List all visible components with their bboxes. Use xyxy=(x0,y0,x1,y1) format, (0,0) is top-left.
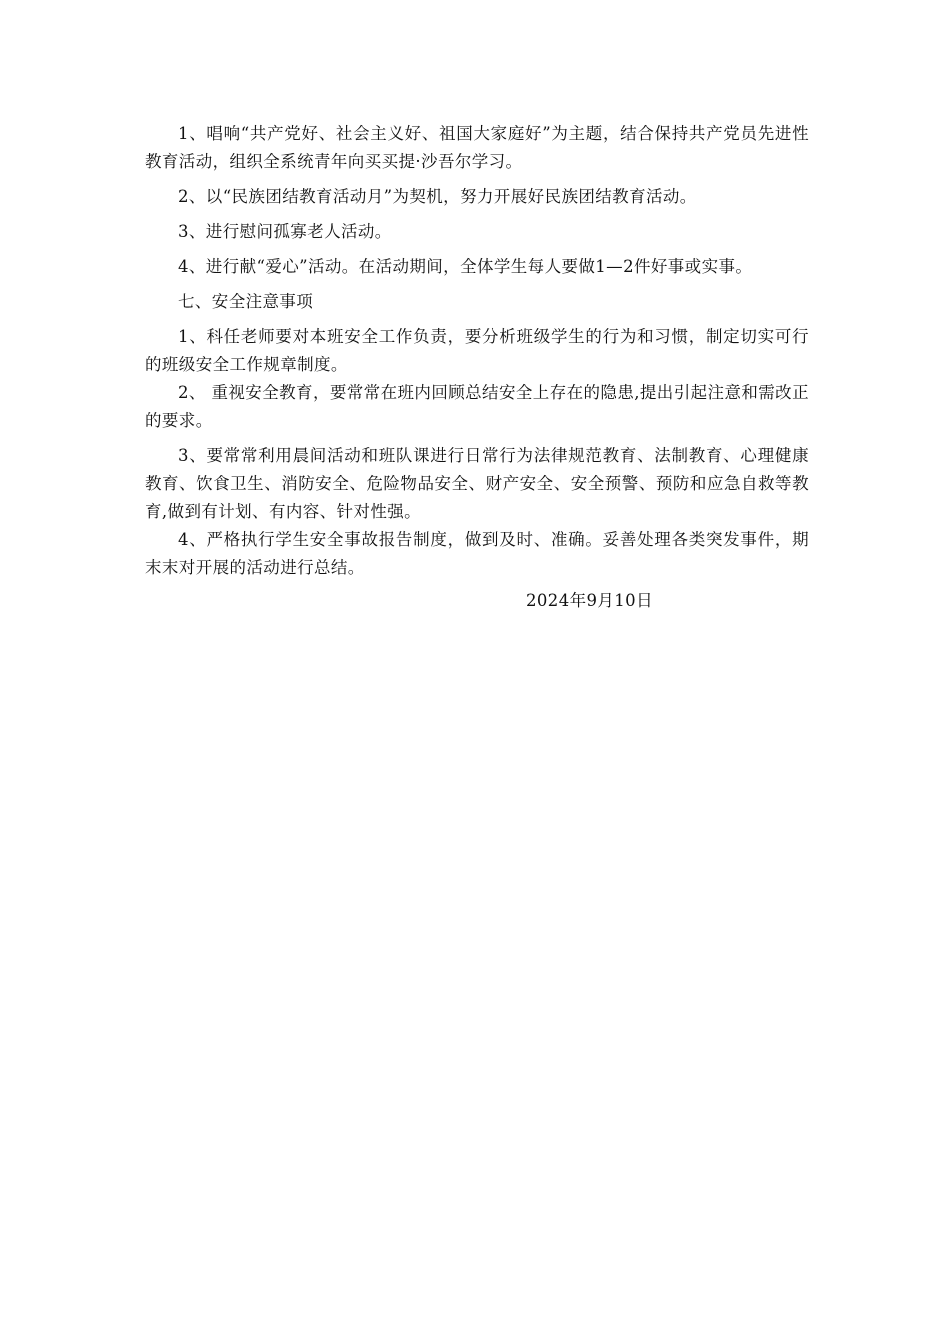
paragraph-activity-4: 4、进行献“爱心”活动。在活动期间，全体学生每人要做1—2件好事或实事。 xyxy=(178,257,753,276)
section-heading-safety: 七、安全注意事项 xyxy=(178,292,314,311)
paragraph-safety-1: 1、科任老师要对本班安全工作负责，要分析班级学生的行为和习惯，制定切实可行的班级安全工作规章制度。 xyxy=(145,327,809,374)
document-date: 2024年9月10日 xyxy=(526,591,653,610)
paragraph-activity-2: 2、以“民族团结教育活动月”为契机，努力开展好民族团结教育活动。 xyxy=(178,187,697,206)
paragraph-activity-3: 3、进行慰问孤寡老人活动。 xyxy=(178,222,392,241)
paragraph-activity-1: 1、唱响“共产党好、社会主义好、祖国大家庭好”为主题，结合保持共产党员先进性教育活动，组织全系统青年向买买提·沙吾尔学习。 xyxy=(145,124,809,171)
paragraph-safety-3: 3、要常常利用晨间活动和班队课进行日常行为法律规范教育、法制教育、心理健康教育、饮食卫生、消防安全、危险物品安全、财产安全、安全预警、预防和应急自救等教育,做到有计划、有内容、针对性强。 xyxy=(145,446,809,521)
document-body xyxy=(145,120,809,615)
paragraph-safety-2: 2、 重视安全教育，要常常在班内回顾总结安全上存在的隐患,提出引起注意和需改正的要求。 xyxy=(145,383,809,430)
paragraph-safety-4: 4、严格执行学生安全事故报告制度，做到及时、准确。妥善处理各类突发事件，期末末对开展的活动进行总结。 xyxy=(145,530,809,577)
